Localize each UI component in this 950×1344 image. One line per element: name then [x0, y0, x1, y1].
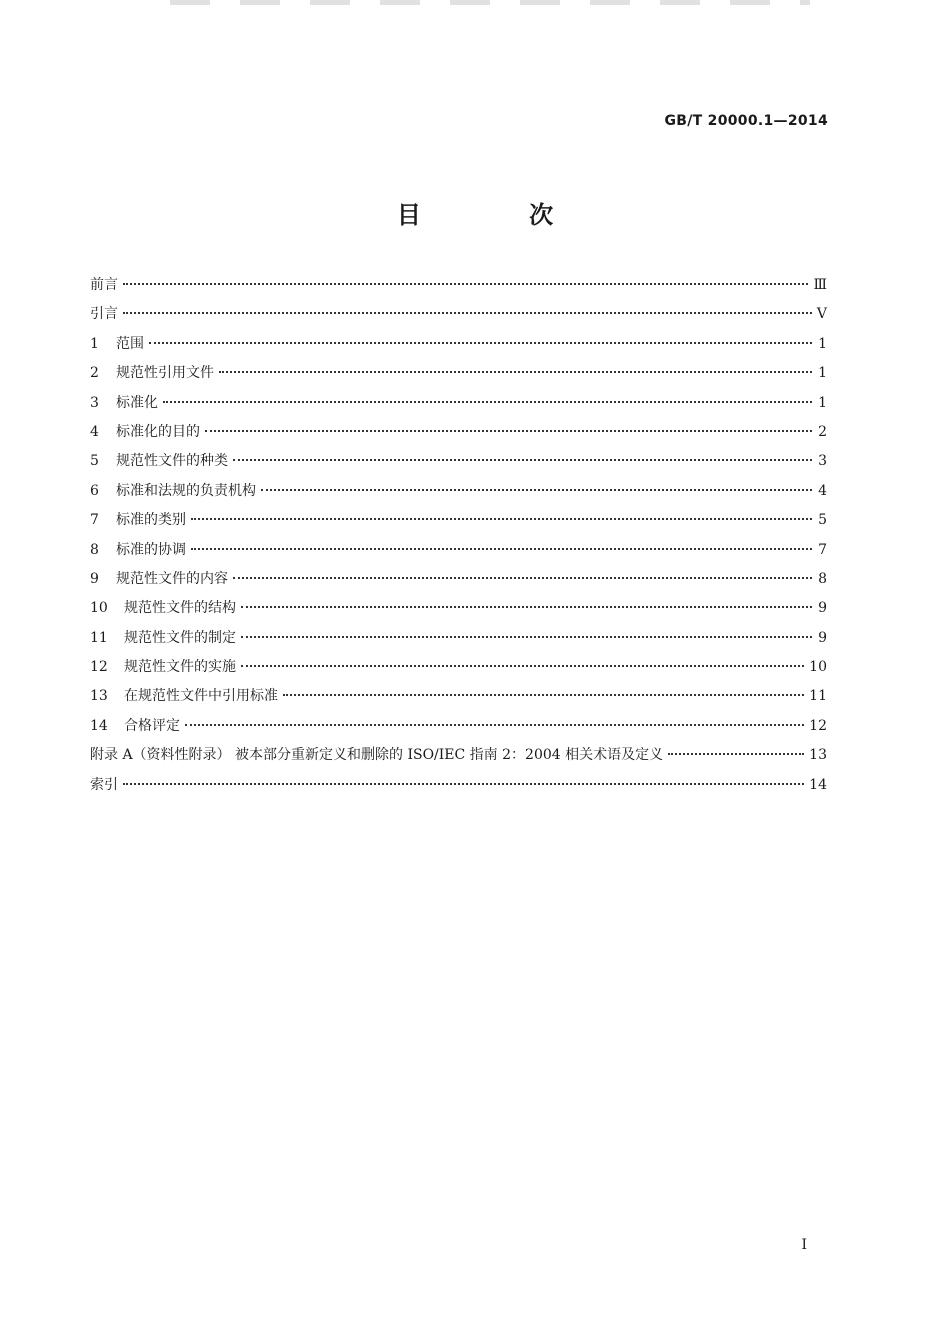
toc-entry[interactable] [90, 684, 827, 713]
toc-entry-page: 5 [818, 512, 827, 529]
toc-entry-page: Ⅲ [813, 277, 827, 293]
toc-entry-number: 6 [90, 482, 99, 499]
toc-leader-dots [163, 401, 812, 403]
toc-leader-dots [283, 694, 804, 696]
toc-entry[interactable] [90, 449, 827, 478]
toc-entry[interactable] [90, 743, 827, 772]
toc-entry-page: 14 [809, 776, 827, 793]
toc-entry[interactable] [90, 479, 827, 508]
toc-entry[interactable] [90, 538, 827, 567]
toc-entry-title: 前言 [90, 277, 118, 293]
toc-entry-number: 4 [90, 423, 99, 440]
toc-entry-page: 1 [818, 394, 827, 411]
toc-entry[interactable] [90, 655, 827, 684]
toc-entry-title: 索引 [90, 776, 118, 793]
toc-entry-title: 附录 A（资料性附录） 被本部分重新定义和删除的 ISO/IEC 指南 2：2004 相关术语及定义 [90, 747, 664, 764]
toc-entry-title: 规范性文件的内容 [116, 570, 228, 587]
toc-entry[interactable] [90, 596, 827, 625]
page-number: I [801, 1237, 807, 1253]
toc-entry-page: 10 [809, 659, 827, 676]
toc-entry-page: 7 [818, 541, 827, 558]
toc-entry-page: Ⅴ [816, 306, 827, 323]
toc-entry-title: 在规范性文件中引用标准 [124, 688, 278, 705]
toc-entry-number: 11 [90, 629, 108, 646]
toc-entry-title: 标准的类别 [116, 512, 186, 529]
toc-entry[interactable] [90, 273, 827, 302]
toc-entry-number: 7 [90, 512, 99, 529]
toc-entry-number: 12 [90, 659, 108, 676]
toc-leader-dots [219, 371, 812, 373]
toc-leader-dots [123, 283, 808, 285]
toc-entry-title: 规范性文件的制定 [124, 629, 236, 646]
toc-entry[interactable] [90, 361, 827, 390]
toc-entry-page: 11 [809, 688, 827, 705]
toc-leader-dots [191, 518, 812, 520]
toc-entry-title: 标准化的目的 [116, 423, 200, 440]
toc-leader-dots [241, 636, 812, 638]
table-of-contents [90, 273, 827, 802]
toc-leader-dots [123, 783, 804, 785]
toc-leader-dots [668, 753, 804, 755]
toc-entry-page: 1 [818, 335, 827, 352]
toc-entry[interactable] [90, 332, 827, 361]
page-title: 目 次 [396, 201, 604, 229]
toc-entry-page: 13 [809, 747, 827, 764]
toc-leader-dots [233, 459, 812, 461]
toc-entry-title: 标准的协调 [116, 541, 186, 558]
scan-artifact-strip [170, 0, 810, 5]
toc-entry-title: 规范性文件的结构 [124, 600, 236, 617]
toc-leader-dots [205, 430, 812, 432]
toc-entry[interactable] [90, 567, 827, 596]
toc-entry-page: 9 [818, 600, 827, 617]
toc-leader-dots [241, 665, 804, 667]
toc-entry-title: 标准化 [116, 394, 158, 411]
toc-entry-number: 8 [90, 541, 99, 558]
toc-entry-page: 1 [818, 365, 827, 382]
toc-entry-title: 标准和法规的负责机构 [116, 482, 256, 499]
toc-entry[interactable] [90, 714, 827, 743]
toc-entry[interactable] [90, 302, 827, 331]
toc-entry-page: 8 [818, 570, 827, 587]
toc-entry-number: 14 [90, 717, 108, 734]
document-number: GB/T 20000.1—2014 [664, 113, 828, 129]
toc-entry-title: 规范性引用文件 [116, 365, 214, 382]
toc-leader-dots [123, 312, 812, 314]
toc-entry-number: 3 [90, 394, 99, 411]
toc-leader-dots [261, 489, 812, 491]
toc-leader-dots [185, 724, 804, 726]
toc-entry-page: 9 [818, 629, 827, 646]
toc-entry-page: 3 [818, 453, 827, 470]
toc-entry-title: 规范性文件的种类 [116, 453, 228, 470]
toc-entry-number: 13 [90, 688, 108, 705]
toc-entry-page: 4 [818, 482, 827, 499]
toc-entry-number: 2 [90, 365, 99, 382]
toc-leader-dots [149, 342, 812, 344]
toc-entry[interactable] [90, 391, 827, 420]
toc-entry-page: 2 [818, 423, 827, 440]
toc-entry-title: 合格评定 [124, 717, 180, 734]
toc-entry-page: 12 [809, 717, 827, 734]
toc-entry-number: 9 [90, 570, 99, 587]
toc-entry-number: 5 [90, 453, 99, 470]
toc-entry-title: 规范性文件的实施 [124, 659, 236, 676]
toc-entry[interactable] [90, 626, 827, 655]
toc-leader-dots [241, 606, 812, 608]
toc-entry-title: 范围 [116, 335, 144, 352]
toc-leader-dots [233, 577, 812, 579]
toc-entry[interactable] [90, 773, 827, 802]
toc-entry[interactable] [90, 420, 827, 449]
toc-leader-dots [191, 548, 812, 550]
toc-entry-number: 10 [90, 600, 108, 617]
toc-entry-title: 引言 [90, 306, 118, 323]
toc-entry-number: 1 [90, 335, 99, 352]
toc-entry[interactable] [90, 508, 827, 537]
